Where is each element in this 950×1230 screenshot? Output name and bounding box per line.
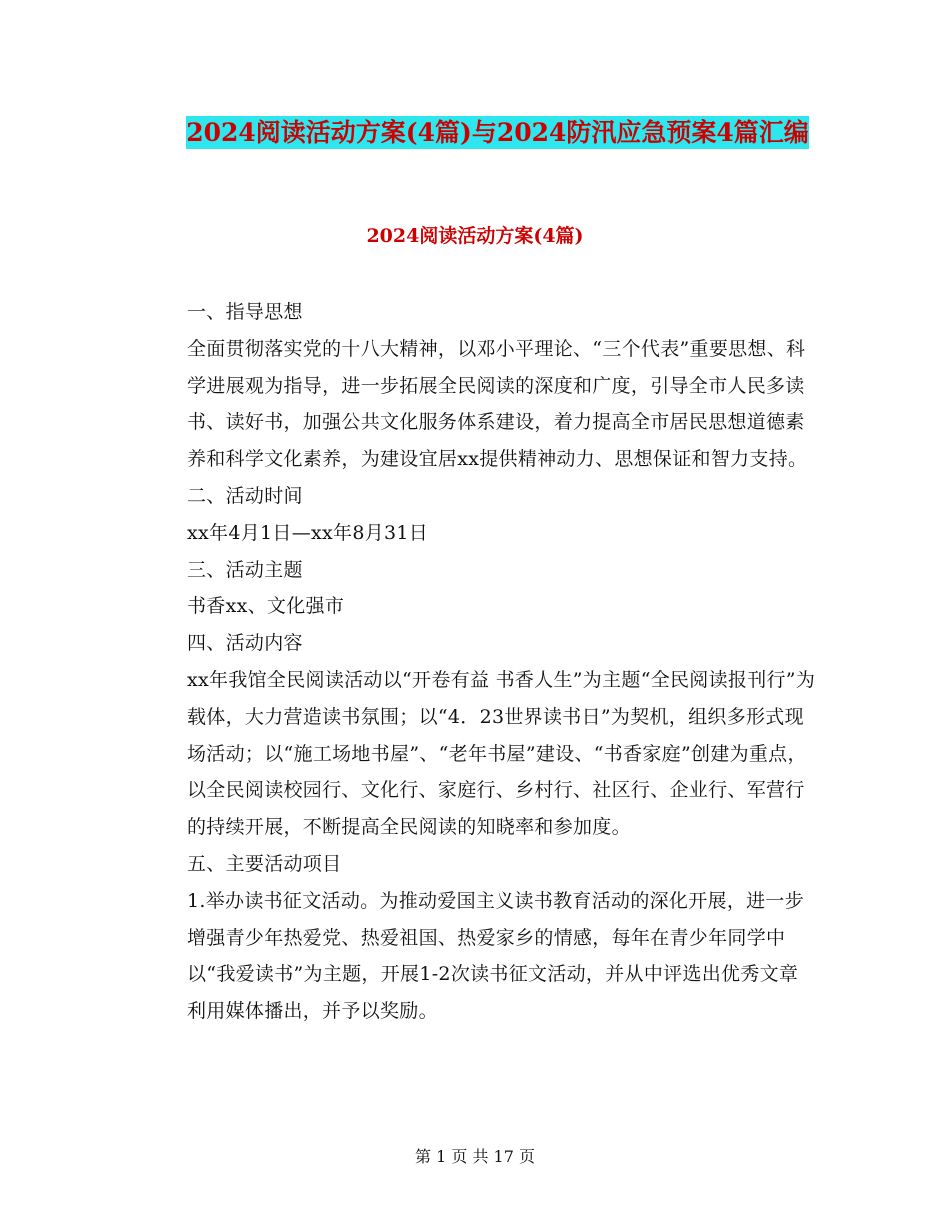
document-title-highlight: 2024阅读活动方案(4篇)与2024防汛应急预案4篇汇编 bbox=[186, 118, 809, 147]
document-body bbox=[141, 294, 817, 1030]
paragraph-activity-content: xx年我馆全民阅读活动以“开卷有益 书香人生”为主题“全民阅读报刊行”为载体，大力营造读书氛围；以“4．23世界读书日”为契机，组织多形式现场活动；以“施工场地书屋”、“老年书屋”建设、“书香家庭”创建为重点，以全民阅读校园行、文化行、家庭行、乡村行、社区行、企业行、军营行的持续开展，不断提高全民阅读的知晓率和参加度。 bbox=[187, 668, 816, 839]
paragraph-activity-time: xx年4月1日—xx年8月31日 bbox=[187, 521, 429, 544]
heading-activity-content: 四、活动内容 bbox=[187, 632, 303, 655]
section-title: 2024阅读活动方案(4篇) bbox=[366, 225, 584, 247]
paragraph-activity-theme: 书香xx、文化强市 bbox=[187, 595, 345, 618]
page-number-footer: 第 1 页 共 17 页 bbox=[415, 1147, 535, 1166]
paragraph-guiding-ideology: 全面贯彻落实党的十八大精神，以邓小平理论、“三个代表”重要思想、科学进展观为指导，进一步拓展全民阅读的深度和广度，引导全市人民多读书、读好书，加强公共文化服务体系建设，着力提高全市居民思想道德素养和科学文化素养，为建设宜居xx提供精神动力、思想保证和智力支持。 bbox=[187, 337, 808, 471]
heading-activity-theme: 三、活动主题 bbox=[187, 558, 303, 581]
heading-main-projects: 五、主要活动项目 bbox=[187, 852, 342, 875]
paragraph-main-projects: 1.举办读书征文活动。为推动爱国主义读书教育活动的深化开展，进一步增强青少年热爱党、热爱祖国、热爱家乡的情感，每年在青少年同学中以“我爱读书”为主题，开展1-2次读书征文活动，并从中评选出优秀文章利用媒体播出，并予以奖励。 bbox=[187, 889, 805, 1023]
document-title bbox=[185, 111, 810, 155]
heading-guiding-ideology: 一、指导思想 bbox=[187, 301, 303, 323]
heading-activity-time: 二、活动时间 bbox=[187, 484, 303, 507]
